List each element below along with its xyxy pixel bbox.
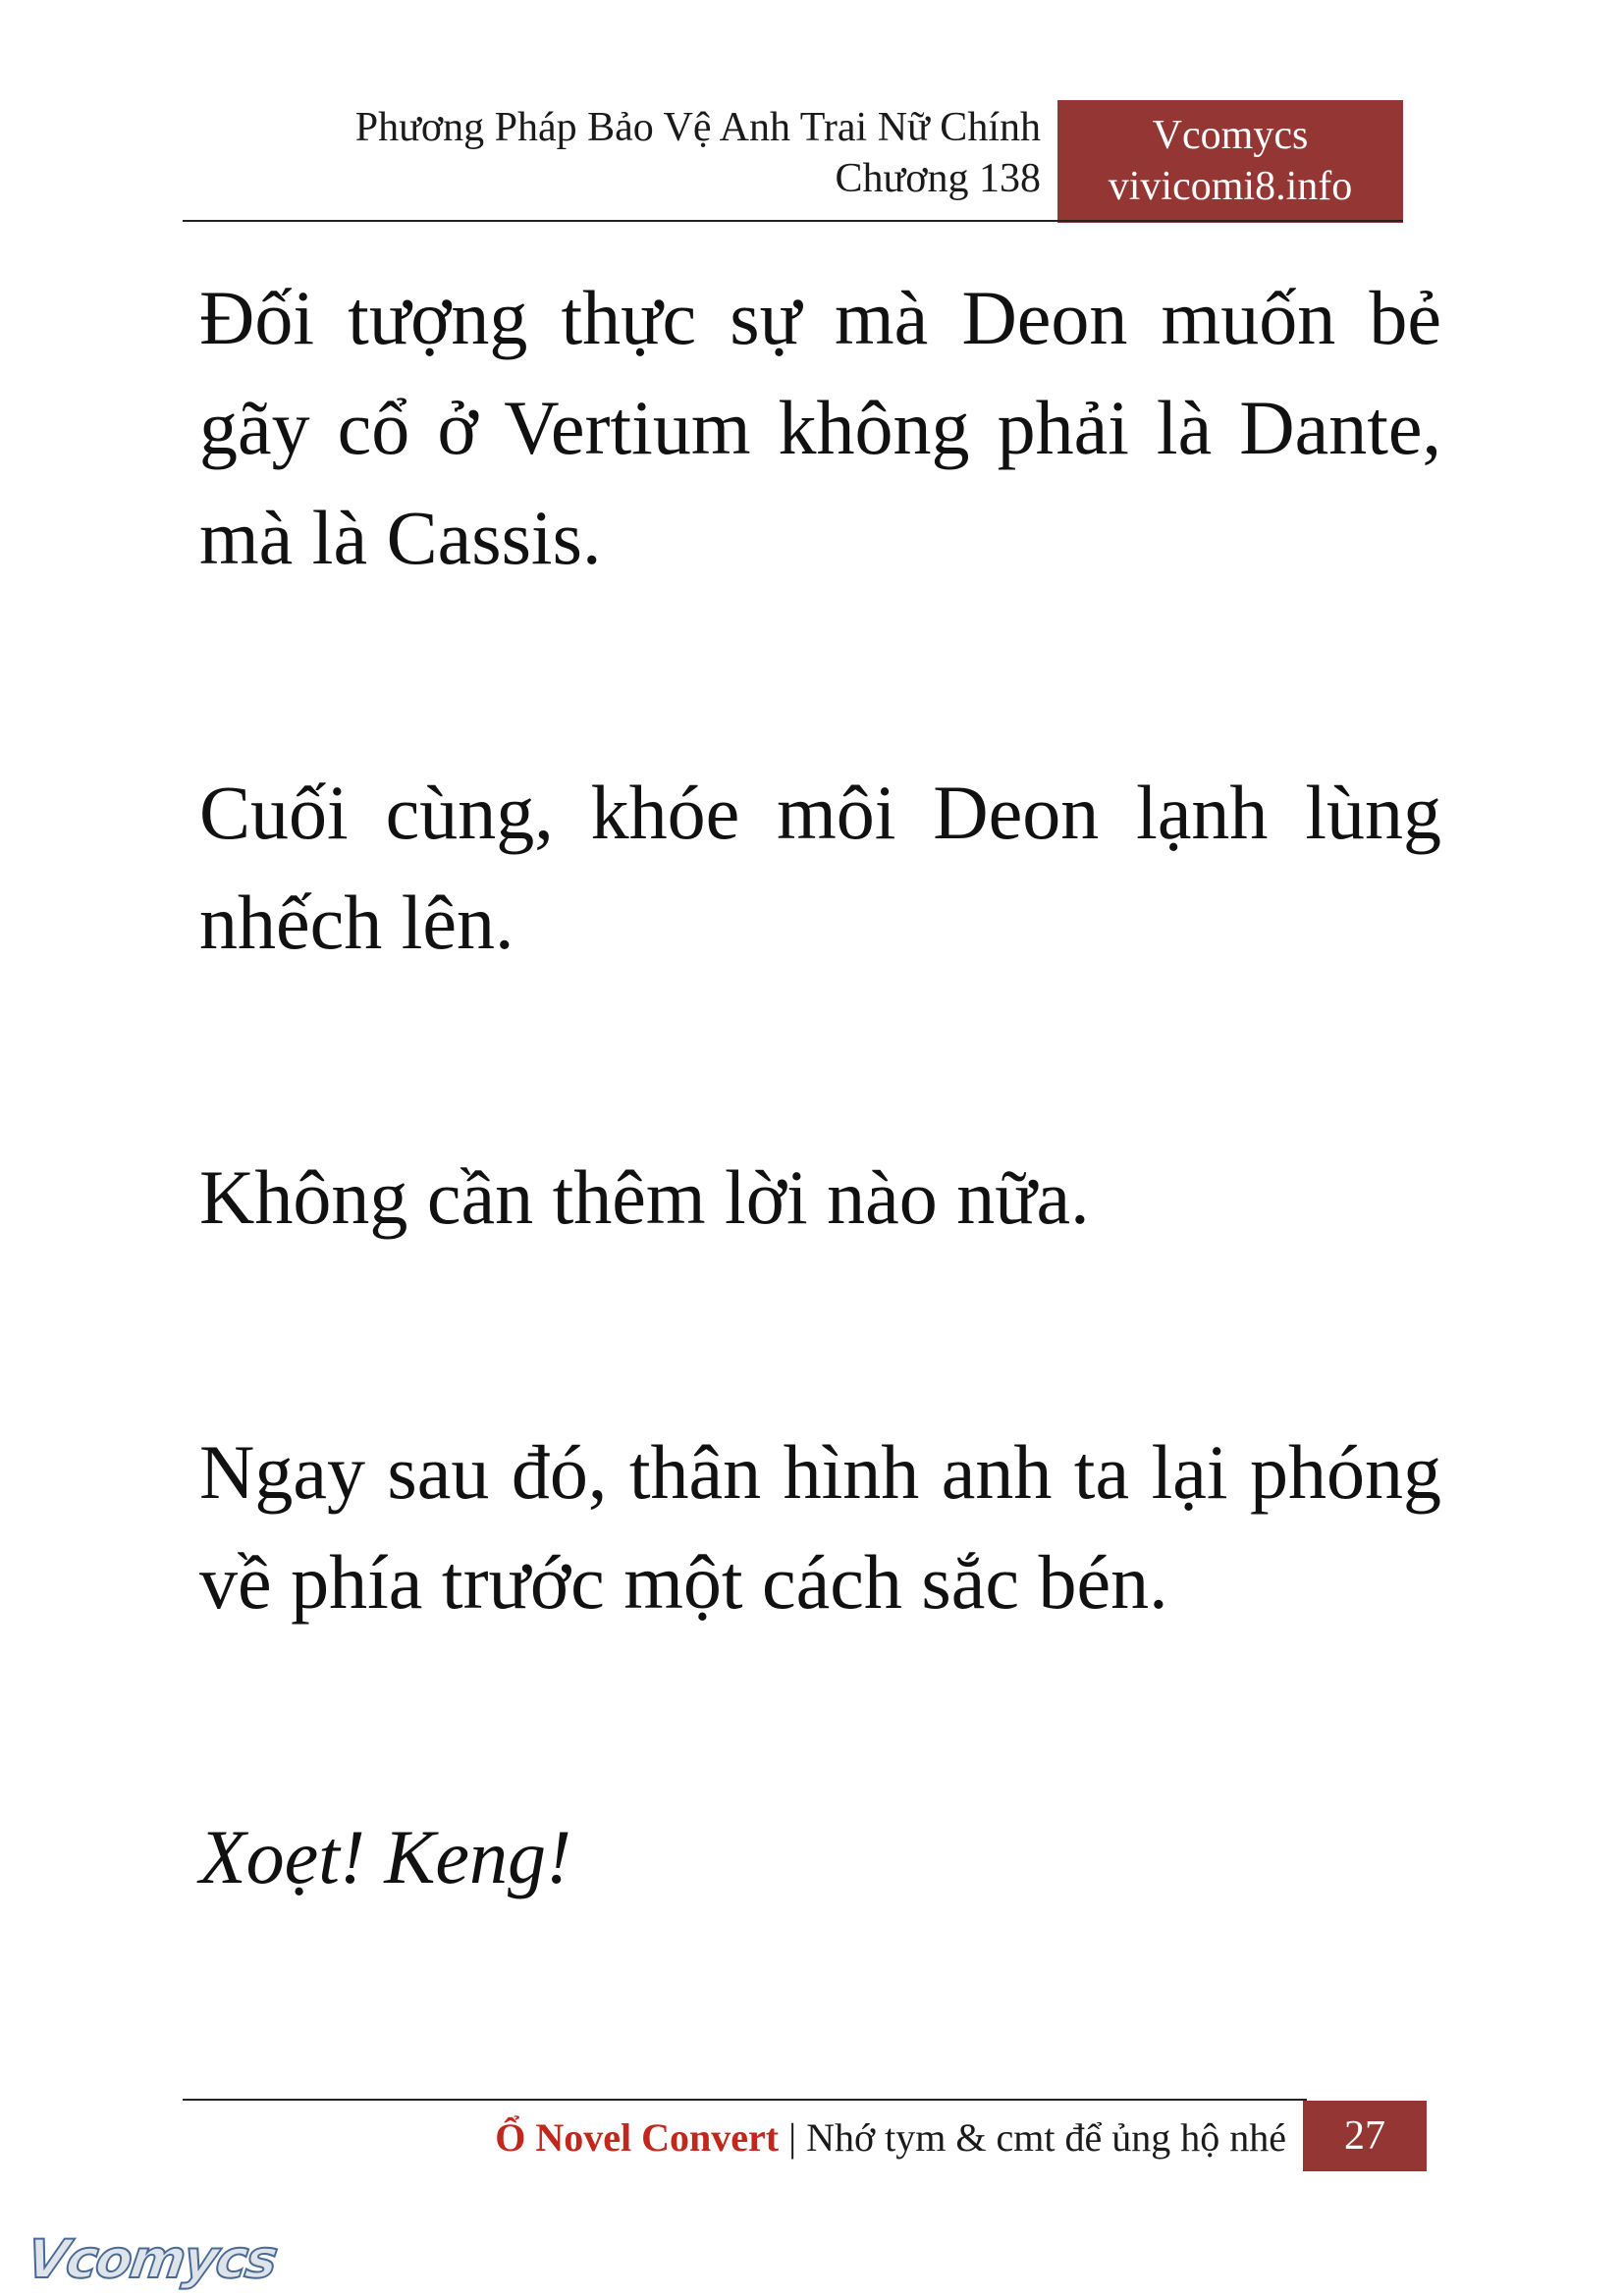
book-title: Phương Pháp Bảo Vệ Anh Trai Nữ Chính: [354, 105, 1041, 150]
footer-note: [183, 2106, 1286, 2170]
paragraph-2: Cuối cùng, khóe môi Deon lạnh lùng nhếch lên.: [199, 770, 1441, 965]
site-name: Vcomycs: [1152, 113, 1309, 158]
footer-separator: |: [788, 2115, 797, 2160]
sound-effect: Xoẹt! Keng!: [199, 1814, 572, 1899]
paragraph-3: Không cần thêm lời nào nữa.: [199, 1154, 1090, 1240]
paragraph-4: Ngay sau đó, thân hình anh ta lại phóng về phía trước một cách sắc bén.: [199, 1429, 1441, 1625]
footer-divider: [183, 2099, 1307, 2101]
chapter-label: Chương 138: [835, 156, 1041, 201]
site-url: vivicomi8.info: [1108, 164, 1353, 209]
watermark-logo: Vcomycs: [23, 2228, 280, 2290]
paragraph-1: Đối tượng thực sự mà Deon muốn bẻ gãy cổ ở Vertium không phải là Dante, mà là Cassis.: [199, 275, 1441, 580]
footer-brand: Ổ Novel Convert: [495, 2115, 780, 2160]
page-content: [199, 263, 1441, 1912]
site-badge: [1057, 100, 1403, 223]
footer-message: Nhớ tym & cmt để ủng hộ nhé: [806, 2115, 1286, 2160]
header-divider: [183, 220, 1403, 222]
page-number: 27: [1303, 2101, 1427, 2171]
running-header: [183, 102, 1041, 204]
